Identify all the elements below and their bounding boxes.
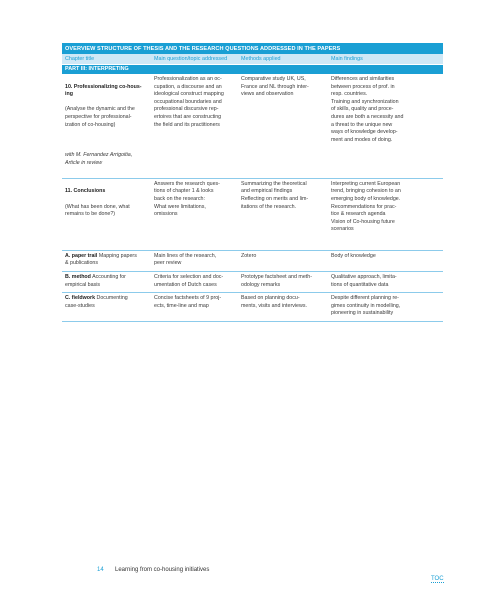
chapter-cell	[65, 76, 154, 175]
question-cell: Main lines of the research, peer review	[154, 252, 217, 267]
chapter-description: Accounting for empirical basis	[65, 273, 126, 288]
table-row	[62, 74, 443, 179]
table-row	[62, 293, 443, 322]
chapter-name: C. fieldwork	[65, 295, 96, 302]
chapter-cell	[65, 253, 154, 268]
chapter-cell	[65, 295, 154, 318]
chapter-description: Mapping papers & publications	[65, 252, 137, 267]
table-row	[62, 251, 443, 272]
table-header-row	[62, 54, 443, 65]
table-title: OVERVIEW STRUCTURE OF THESIS AND THE RESEARCH QUESTIONS ADDRESSED IN THE PAPERS	[62, 43, 443, 54]
chapter-description: Documenting case-studies	[65, 295, 128, 309]
chapter-name: B. method	[65, 273, 91, 280]
findings-cell: Body of knowledge	[331, 252, 376, 259]
header-main-findings: Main findings	[331, 56, 363, 62]
table-row	[62, 272, 443, 293]
header-main-question: Main question/topic addressed	[154, 56, 228, 62]
methods-cell: Prototype factsheet and meth- odology remarks	[241, 273, 312, 288]
chapter-description: (What has been done, what remains to be done?)	[65, 203, 130, 218]
findings-cell: Interpreting current European trend, bringing cohesion to an emerging body of knowledge. Recommendations for prac- tice & research agenda Vision of Co-housing future scenarios	[331, 180, 401, 233]
table-row	[62, 179, 443, 251]
section-title: PART III: INTERPRETING	[62, 65, 443, 74]
chapter-name: 11. Conclusions	[65, 188, 106, 195]
findings-cell: Qualitative approach, limita- tions of quantitative data	[331, 273, 397, 288]
methods-cell: Zotero	[241, 252, 257, 259]
question-cell: Concise factsheets of 9 proj- ects, time-line and map	[154, 295, 222, 309]
overview-table	[62, 43, 443, 322]
question-cell: Answers the research ques- tions of chapter 1 & looks back on the research: What were limitations, omissions	[154, 180, 220, 218]
header-chapter-title: Chapter title	[65, 56, 95, 62]
chapter-cell	[65, 274, 154, 289]
findings-cell: Despite different planning re- gimes continuity in modelling, pioneering in sustainability	[331, 295, 401, 317]
running-title: Learning from co-housing initiatives	[115, 567, 210, 573]
chapter-cell	[65, 181, 154, 238]
question-cell: Criteria for selection and doc- umentation of Dutch cases	[154, 273, 224, 288]
question-cell: Professionalization as an oc- cupation, a discourse and an ideological construct mapping occupational boundaries and professional discursive rep- ertoires that are constructing the field and its practitioners	[154, 76, 224, 128]
chapter-name: 10. Professionalizing co-hous- ing	[65, 83, 142, 98]
chapter-description: (Analyse the dynamic and the perspective for professional- ization of co-housing)	[65, 106, 135, 128]
chapter-name: A. paper trail	[65, 252, 98, 259]
findings-cell: Differences and similarities between process of prof. in resp. countries. Training and synchronization of skills, quality and proce- dures are both a necessity and a threat to the unique new ways of knowledge develop- ment and modes of doing.	[331, 76, 404, 143]
toc-link[interactable]: TOC	[431, 576, 444, 582]
methods-cell: Summarizing the theoretical and empirical findings Reflecting on merits and lim- itations of the research.	[241, 180, 309, 210]
methods-cell: Comparative study UK, US, France and NL through inter- views and observation	[241, 76, 309, 98]
page-number: 14	[97, 567, 104, 573]
chapter-coauthor: with M. Fernandez Arrigoitia, Article in review	[65, 151, 133, 166]
header-methods-applied: Methods applied	[241, 56, 281, 62]
methods-cell: Based on planning docu- ments, visits and interviews.	[241, 295, 307, 309]
